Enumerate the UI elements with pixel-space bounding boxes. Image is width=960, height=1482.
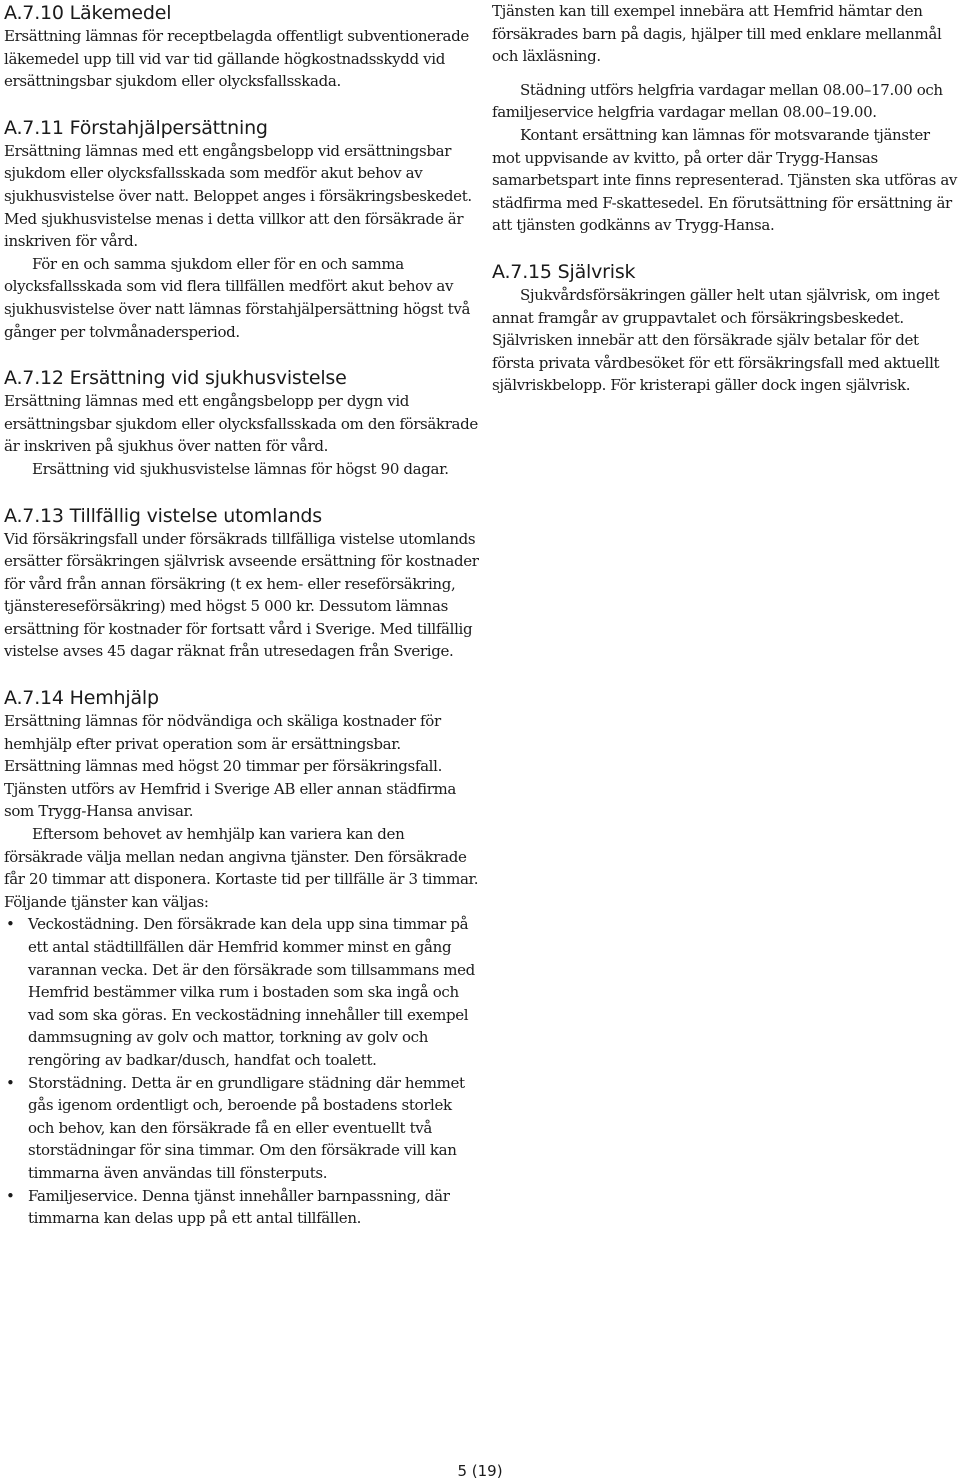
paragraph: Eftersom behovet av hemhjälp kan variera kan den försäkrade välja mellan nedan angivna tjänster. Den försäkrade får 20 timmar att disponera. Kortaste tid per tillfälle är 3 timmar. Följande tjänster kan väljas:: [4, 825, 479, 911]
section-heading: A.7.10 Läkemedel: [4, 2, 172, 24]
right-column: [492, 0, 958, 397]
paragraph: Ersättning lämnas med ett engångsbelopp per dygn vid ersättningsbar sjukdom eller olycksfallsskada om den försäkrade är inskriven på sjukhus över natten för vård.: [4, 392, 478, 456]
section-a7-11: [4, 115, 482, 343]
section-heading: A.7.12 Ersättning vid sjukhusvistelse: [4, 367, 347, 390]
section-heading: A.7.13 Tillfällig vistelse utomlands: [4, 504, 322, 527]
left-column: [4, 0, 482, 1230]
paragraph: Ersättning lämnas med ett engångsbelopp vid ersättningsbar sjukdom eller olycksfallsskada som medför akut behov av sjukhusvistelse över natt. Beloppet anges i försäkringsbeskedet. Med sjukhusvistelse menas i detta villkor att den försäkrade är inskriven för vård.: [4, 141, 472, 251]
section-heading: A.7.15 Självrisk: [492, 260, 636, 283]
paragraph: Städning utförs helgfria vardagar mellan 08.00–17.00 och familjeservice helgfria vardagar mellan 08.00–19.00.: [492, 80, 943, 122]
section-a7-15: [492, 259, 958, 397]
page-number: 5 (19): [457, 1462, 503, 1480]
section-a7-13: [4, 503, 482, 664]
bullet-icon: •: [6, 1186, 15, 1205]
paragraph: Ersättning vid sjukhusvistelse lämnas för högst 90 dagar.: [32, 459, 449, 478]
paragraph: Ersättning lämnas för receptbelagda offentligt subventionerade läkemedel upp till vid var tid gällande högkostnadsskydd vid ersättningsbar sjukdom eller olycksfallsskada.: [4, 27, 469, 91]
list-item: [4, 1185, 482, 1230]
bullet-icon: •: [6, 1073, 15, 1092]
section-a7-10: [4, 0, 482, 93]
paragraph: Ersättning lämnas för nödvändiga och skäliga kostnader för hemhjälp efter privat operation som är ersättningsbar. Ersättning lämnas med högst 20 timmar per försäkringsfall. Tjänsten utförs av Hemfrid i Sverige AB eller annan städfirma som Trygg-Hansa anvisar.: [4, 712, 457, 821]
paragraph: Sjukvårdsförsäkringen gäller helt utan självrisk, om inget annat framgår av gruppavtalet och försäkringsbeskedet. Självrisken innebär att den försäkrade själv betalar för det första privata vårdbesöket för ett försäkringsfall med aktuellt självriskbelopp. För kristerapi gäller dock ingen självrisk.: [492, 285, 940, 395]
paragraph: Vid försäkringsfall under försäkrads tillfälliga vistelse utomlands ersätter försäkringen självrisk avseende ersättning för kostnader för vård från annan försäkring (t ex hem- eller reseförsäkring, tjänstereseförsäkring) med högst 5 000 kr. Dessutom lämnas ersättning för kostnader för fortsatt vård i Sverige. Med tillfällig vistelse avses 45 dagar räknat från utresedagen från Sverige.: [4, 529, 479, 661]
list-item: [4, 1072, 482, 1185]
list-item-text: Familjeservice. Denna tjänst innehåller barnpassning, där timmarna kan delas upp på ett antal tillfällen.: [28, 1186, 450, 1228]
list-item: [4, 913, 482, 1071]
service-list: [4, 913, 482, 1229]
paragraph: Tjänsten kan till exempel innebära att Hemfrid hämtar den försäkrades barn på dagis, hjälper till med enklare mellanmål och läxläsning.: [492, 2, 942, 66]
list-item-text: Veckostädning. Den försäkrade kan dela upp sina timmar på ett antal städtillfällen där Hemfrid kommer minst en gång varannan vecka. Det är den försäkrade som tillsammans med Hemfrid bestämmer vilka rum i bostaden som ska ingå och vad som ska göras. En veckostädning innehåller till exempel dammsugning av golv och mattor, torkning av golv och rengöring av badkar/dusch, handfat och toalett.: [28, 915, 475, 1069]
section-heading: A.7.11 Förstahjälpersättning: [4, 116, 268, 139]
section-a7-14: [4, 685, 482, 1230]
paragraph: För en och samma sjukdom eller för en och samma olycksfallsskada som vid flera tillfällen medfört akut behov av sjukhusvistelse över natt lämnas förstahjälpersättning högst två gånger per tolvmånadersperiod.: [4, 254, 471, 341]
bullet-icon: •: [6, 915, 15, 934]
section-a7-12: [4, 365, 482, 480]
paragraph: Kontant ersättning kan lämnas för motsvarande tjänster mot uppvisande av kvitto, på orter där Trygg-Hansas samarbetspart inte finns representerad. Tjänsten ska utföras av städfirma med F-skattesedel. En förutsättning för ersättning är att tjänsten godkänns av Trygg-Hansa.: [492, 125, 958, 235]
section-heading: A.7.14 Hemhjälp: [4, 687, 159, 710]
list-item-text: Storstädning. Detta är en grundligare städning där hemmet gås igenom ordentligt och, beroende på bostadens storlek och behov, kan den försäkrade få en eller eventuellt två storstädningar för sina timmar. Om den försäkrade vill kan timmarna även användas till fönsterputs.: [28, 1073, 465, 1182]
